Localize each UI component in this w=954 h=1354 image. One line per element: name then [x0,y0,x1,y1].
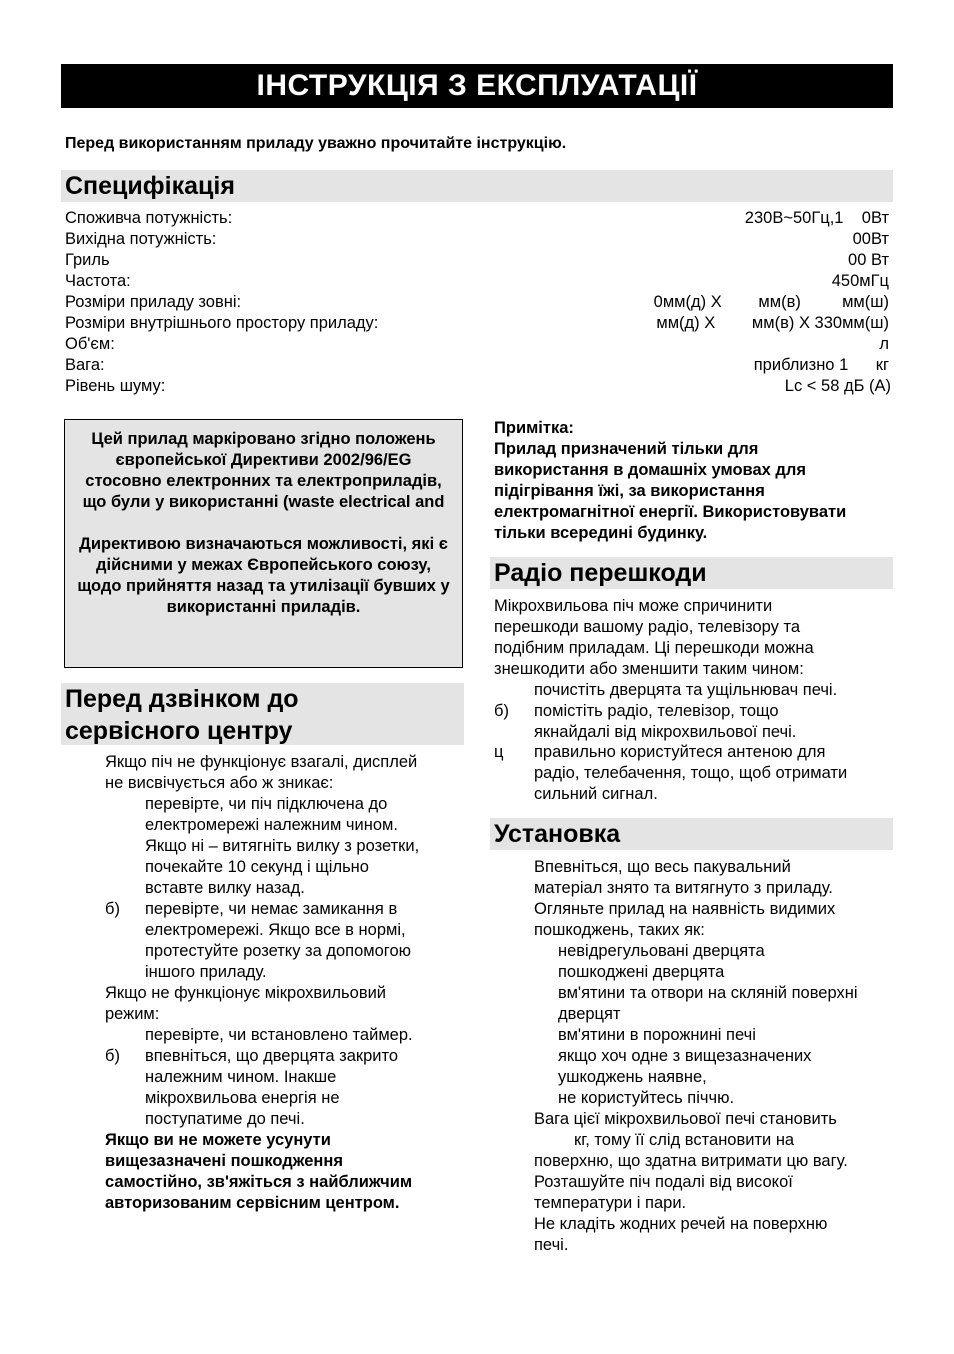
spec-value: мм(д) Х мм(в) Х 330мм(ш) [656,314,889,332]
page-title: ІНСТРУКЦІЯ З ЕКСПЛУАТАЦІЇ [61,64,893,108]
note-line: підігрівання їжі, за використання [494,482,765,500]
radio-line: помістіть радіо, телевізор, тощо [534,702,779,720]
service-line: протестуйте розетку за допомогою [145,942,412,960]
service-line: перевірте, чи піч підключена до [145,795,388,813]
service-line: належним чином. Інакше [145,1068,337,1086]
service-line: почекайте 10 секунд і щільно [145,858,369,876]
spec-label: Вага: [65,356,105,374]
service-heading-line-2: сервісного центру [65,717,293,745]
note-line: електромагнітної енергії. Використовувати [494,503,847,521]
spec-value: 0мм(д) Х мм(в) мм(ш) [653,293,889,311]
weee-notice-box [64,419,463,668]
install-line: температури і пари. [534,1194,687,1212]
install-line: Вага цієї мікрохвильової печі становить [534,1110,837,1128]
spec-row [65,271,889,292]
service-line: перевірте, чи немає замикання в [145,900,398,918]
install-line: поверхню, що здатна витримати цю вагу. [534,1152,848,1170]
install-line: печі. [534,1236,569,1254]
spec-row [65,292,889,313]
spec-row [65,355,889,376]
install-line: кг, тому її слід встановити на [574,1131,795,1149]
spec-row [65,376,891,397]
service-line: електромережі. Якщо все в нормі, [145,921,406,939]
service-line: електромережі належним чином. [145,816,398,834]
service-line: перевірте, чи встановлено таймер. [145,1026,413,1044]
service-heading [61,683,464,745]
install-line: Розташуйте піч подалі від високої [534,1173,793,1191]
spec-label: Розміри внутрішнього простору приладу: [65,314,379,332]
install-line: ушкоджень наявне, [558,1068,707,1086]
service-line: мікрохвильова енергія не [145,1089,340,1107]
install-line: матеріал знято та витягнуто з приладу. [534,879,833,897]
service-line: Якщо не функціонує мікрохвильовий [105,984,387,1002]
install-line: Не кладіть жодних речей на поверхню [534,1215,828,1233]
radio-line: перешкоди вашому радіо, телевізору та [494,618,801,636]
service-line: поступатиме до печі. [145,1110,305,1128]
spec-value: приблизно 1 кг [753,356,889,374]
install-line: Впевніться, що весь пакувальний [534,858,791,876]
spec-label: Розміри приладу зовні: [65,293,242,311]
spec-value: 00 Вт [848,251,889,269]
spec-row [65,229,889,250]
spec-row [65,250,889,271]
list-marker: б) [105,1047,120,1065]
list-marker: ц [494,743,504,761]
spec-row [65,208,889,229]
install-line: вм'ятини в порожнині печі [558,1026,756,1044]
radio-line: якнайдалі від мікрохвильової печі. [534,723,797,741]
spec-label: Рівень шуму: [65,377,166,395]
radio-heading: Радіо перешкоди [490,557,893,589]
intro-text: Перед використанням приладу уважно прочитайте інструкцію. [65,135,567,152]
radio-line: подібним приладам. Ці перешкоди можна [494,639,814,657]
spec-label: Гриль [65,251,110,269]
radio-line: правильно користуйтеся антеною для [534,743,826,761]
weee-paragraph-1: Цей прилад маркіровано згідно положень європейської Директиви 2002/96/EG стосовно електронних та електроприладів, що були у використанні (waste electrical and [82,430,445,511]
spec-value: л [879,335,889,353]
service-line: іншого приладу. [145,963,267,981]
list-marker: б) [105,900,120,918]
spec-value: 230В~50Гц,1 0Вт [744,209,889,227]
service-line: впевніться, що дверцята закрито [145,1047,399,1065]
radio-line: знешкодити або зменшити таким чином: [494,660,804,678]
spec-value: Lc < 58 дБ (A) [784,377,891,395]
install-line: пошкоджені дверцята [558,963,725,981]
service-line: режим: [105,1005,160,1023]
install-heading: Установка [490,818,893,850]
spec-label: Частота: [65,272,131,290]
service-contact-line: вищезазначені пошкодження [105,1152,343,1170]
radio-line: радіо, телебачення, тощо, щоб отримати [534,764,848,782]
service-line: Якщо ні – витягніть вилку з розетки, [145,837,420,855]
radio-line: почистіть дверцята та ущільнювач печі. [534,681,838,699]
install-line: пошкоджень, таких як: [534,921,705,939]
service-heading-line-1: Перед дзвінком до [65,685,299,713]
note-line: використання в домашніх умовах для [494,461,806,479]
service-line: Якщо піч не функціонує взагалі, дисплей [105,753,418,771]
install-line: дверцят [558,1005,621,1023]
install-line: вм'ятини та отвори на скляній поверхні [558,984,858,1002]
service-contact-line: Якщо ви не можете усунути [105,1131,331,1149]
install-line: не користуйтесь піччю. [558,1089,735,1107]
install-line: невідрегульовані дверцята [558,942,765,960]
install-line: якщо хоч одне з вищезазначених [558,1047,812,1065]
weee-paragraph-2: Директивою визначаються можливості, які є дійсними у межах Європейського союзу, щодо прийняття назад та утилізації бувших у використанні приладів. [77,535,450,616]
note-line: Прилад призначений тільки для [494,440,759,458]
spec-label: Споживча потужність: [65,209,233,227]
service-line: вставте вилку назад. [145,879,305,897]
install-line: Огляньте прилад на наявність видимих [534,900,836,918]
spec-value: 450мГц [831,272,889,290]
note-line: тільки всередині будинку. [494,524,708,542]
spec-value: 00Вт [852,230,889,248]
spec-row [65,313,889,334]
service-contact-line: самостійно, зв'яжіться з найближчим [105,1173,413,1191]
spec-heading: Специфікація [61,170,893,202]
note-label: Примітка: [494,419,574,437]
service-line: не висвічується або ж зникає: [105,774,334,792]
radio-line: Мікрохвильова піч може спричинити [494,597,773,615]
service-contact-line: авторизованим сервісним центром. [105,1194,400,1212]
radio-line: сильний сигнал. [534,785,658,803]
spec-label: Об'єм: [65,335,115,353]
list-marker: б) [494,702,509,720]
spec-label: Вихідна потужність: [65,230,217,248]
spec-row [65,334,889,355]
